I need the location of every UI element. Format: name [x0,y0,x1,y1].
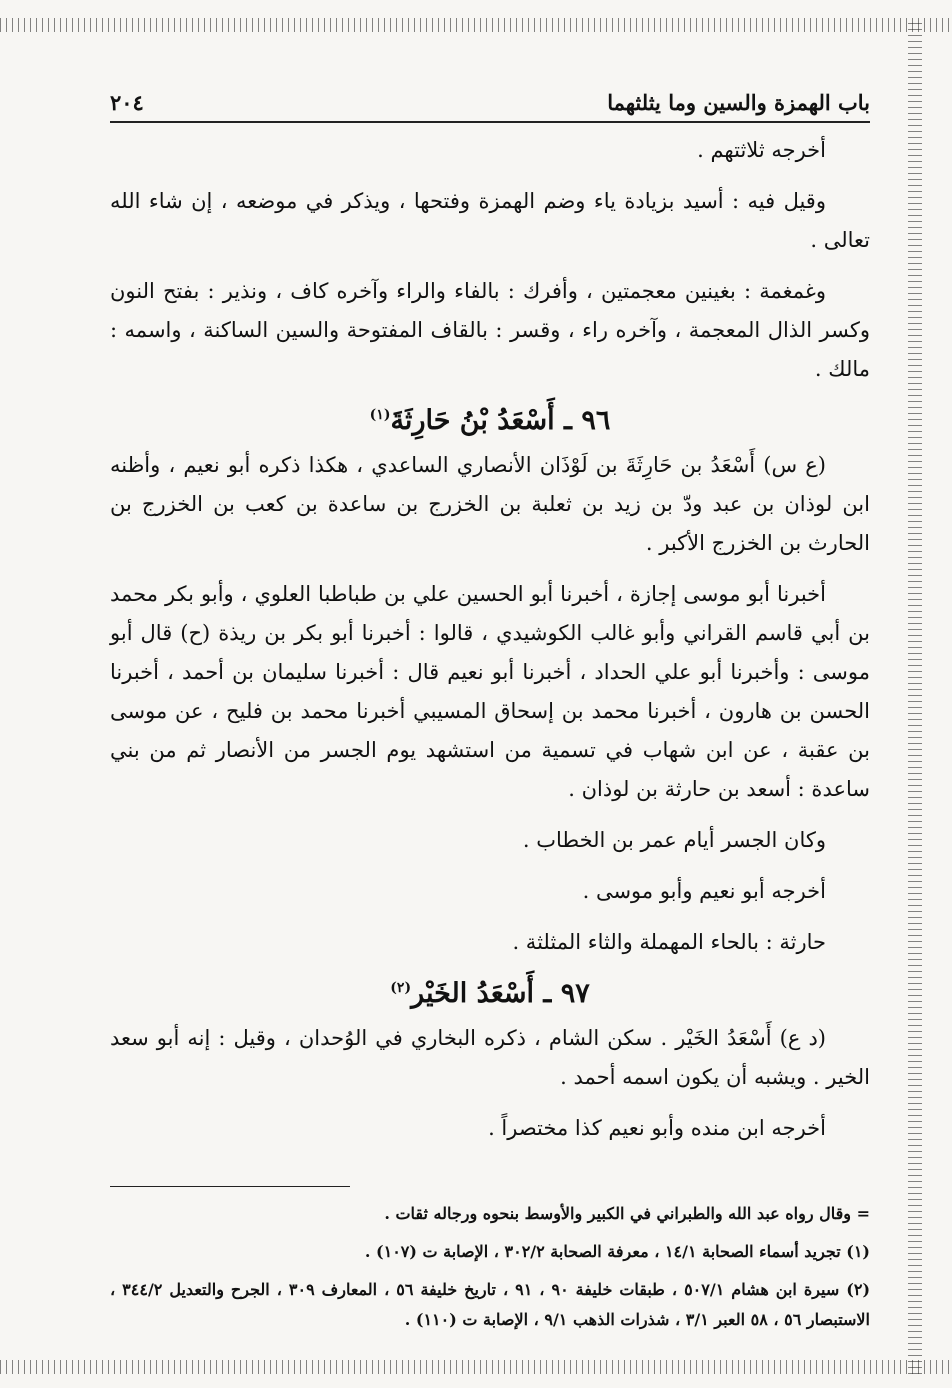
decorative-border-top [0,18,952,32]
footnote: (١) تجريد أسماء الصحابة ١٤/١ ، معرفة الصحابة ٣٠٢/٢ ، الإصابة ت (١٠٧) . [364,1242,870,1261]
paragraph: أخرجه ثلاثتهم . [697,138,826,162]
paragraph: أخبرنا أبو موسى إجازة ، أخبرنا أبو الحسين علي بن طباطبا العلوي ، وأبو بكر محمد بن أبي قاسم القراني وأبو غالب الكوشيدي ، قالوا : أخبرنا أبو بكر بن ريذة (ح) قال أبو موسى : وأخبرنا أبو علي الحداد ، أخبرنا أبو نعيم قال : أخبرنا سليمان بن أحمد ، أخبرنا الحسن بن هارون ، أخبرنا محمد بن إسحاق المسيبي أخبرنا محمد بن فليح ، عن موسى بن عقبة ، عن ابن شهاب في تسمية من استشهد يوم الجسر من الأنصار ثم من بني ساعدة : أسعد بن حارثة بن لوذان . [110,582,870,801]
paragraph: حارثة : بالحاء المهملة والثاء المثلثة . [512,930,826,954]
footnote-ref: (١) [369,407,391,423]
page-content [110,90,870,1343]
footnote: (٢) سيرة ابن هشام ٥٠٧/١ ، طبقات خليفة ٩٠ ، ٩١ ، تاريخ خليفة ٥٦ ، المعارف ٣٠٩ ، الجرح والتعديل ٣٤٤/٢ ، الاستبصار ٥٦ ، ٥٨ العبر ٣/١ ، شذرات الذهب ٩/١ ، الإصابة ت (١١٠) . [110,1280,871,1329]
entry-title: ٩٧ ـ أَسْعَدُ الخَيْر [411,978,590,1009]
paragraph: أخرجه أبو نعيم وأبو موسى . [582,879,826,903]
paragraph: أخرجه ابن منده وأبو نعيم كذا مختصراً . [488,1116,826,1140]
entry-heading-97 [110,978,870,1009]
decorative-border-right [908,18,922,1374]
paragraph: (ع س) أَسْعَدُ بن حَارِثَةَ بن لَوْذَان الأنصاري الساعدي ، هكذا ذكره أبو نعيم ، وأظنه ابن لوذان بن عبد ودّ بن زيد بن ثعلبة بن الخزرج بن ساعدة بن كعب بن الخزرج بن الحارث بن الخزرج الأكبر . [110,453,870,555]
paragraph: وغمغمة : بغينين معجمتين ، وأفرك : بالفاء والراء وآخره كاف ، ونذير : بفتح النون وكسر الذال المعجمة ، وآخره راء ، وقسر : بالقاف المفتوحة والسين الساكنة ، واسمه : مالك . [110,279,870,381]
paragraph: وقيل فيه : أسيد بزيادة ياء وضم الهمزة وفتحها ، ويذكر في موضعه ، إن شاء الله تعالى . [110,189,870,252]
running-title: باب الهمزة والسين وما يثلثهما [607,90,870,115]
footnote-separator [110,1186,350,1187]
paragraph: (د ع) أَسْعَدُ الخَيْر . سكن الشام ، ذكره البخاري في الوُحدان ، وقيل : إنه أبو سعد الخير . ويشبه أن يكون اسمه أحمد . [110,1026,870,1089]
entry-heading-96 [110,405,870,436]
entry-title: ٩٦ ـ أَسْعَدُ بْنُ حَارِثَةَ [390,405,611,436]
footnote: = وقال رواه عبد الله والطبراني في الكبير والأوسط بنحوه ورجاله ثقات . [384,1204,870,1223]
page-header [110,90,870,123]
decorative-border-bottom [0,1360,952,1374]
footnote-ref: (٢) [390,980,412,996]
page-number: ٢٠٤ [110,90,144,115]
paragraph: وكان الجسر أيام عمر بن الخطاب . [522,828,826,852]
